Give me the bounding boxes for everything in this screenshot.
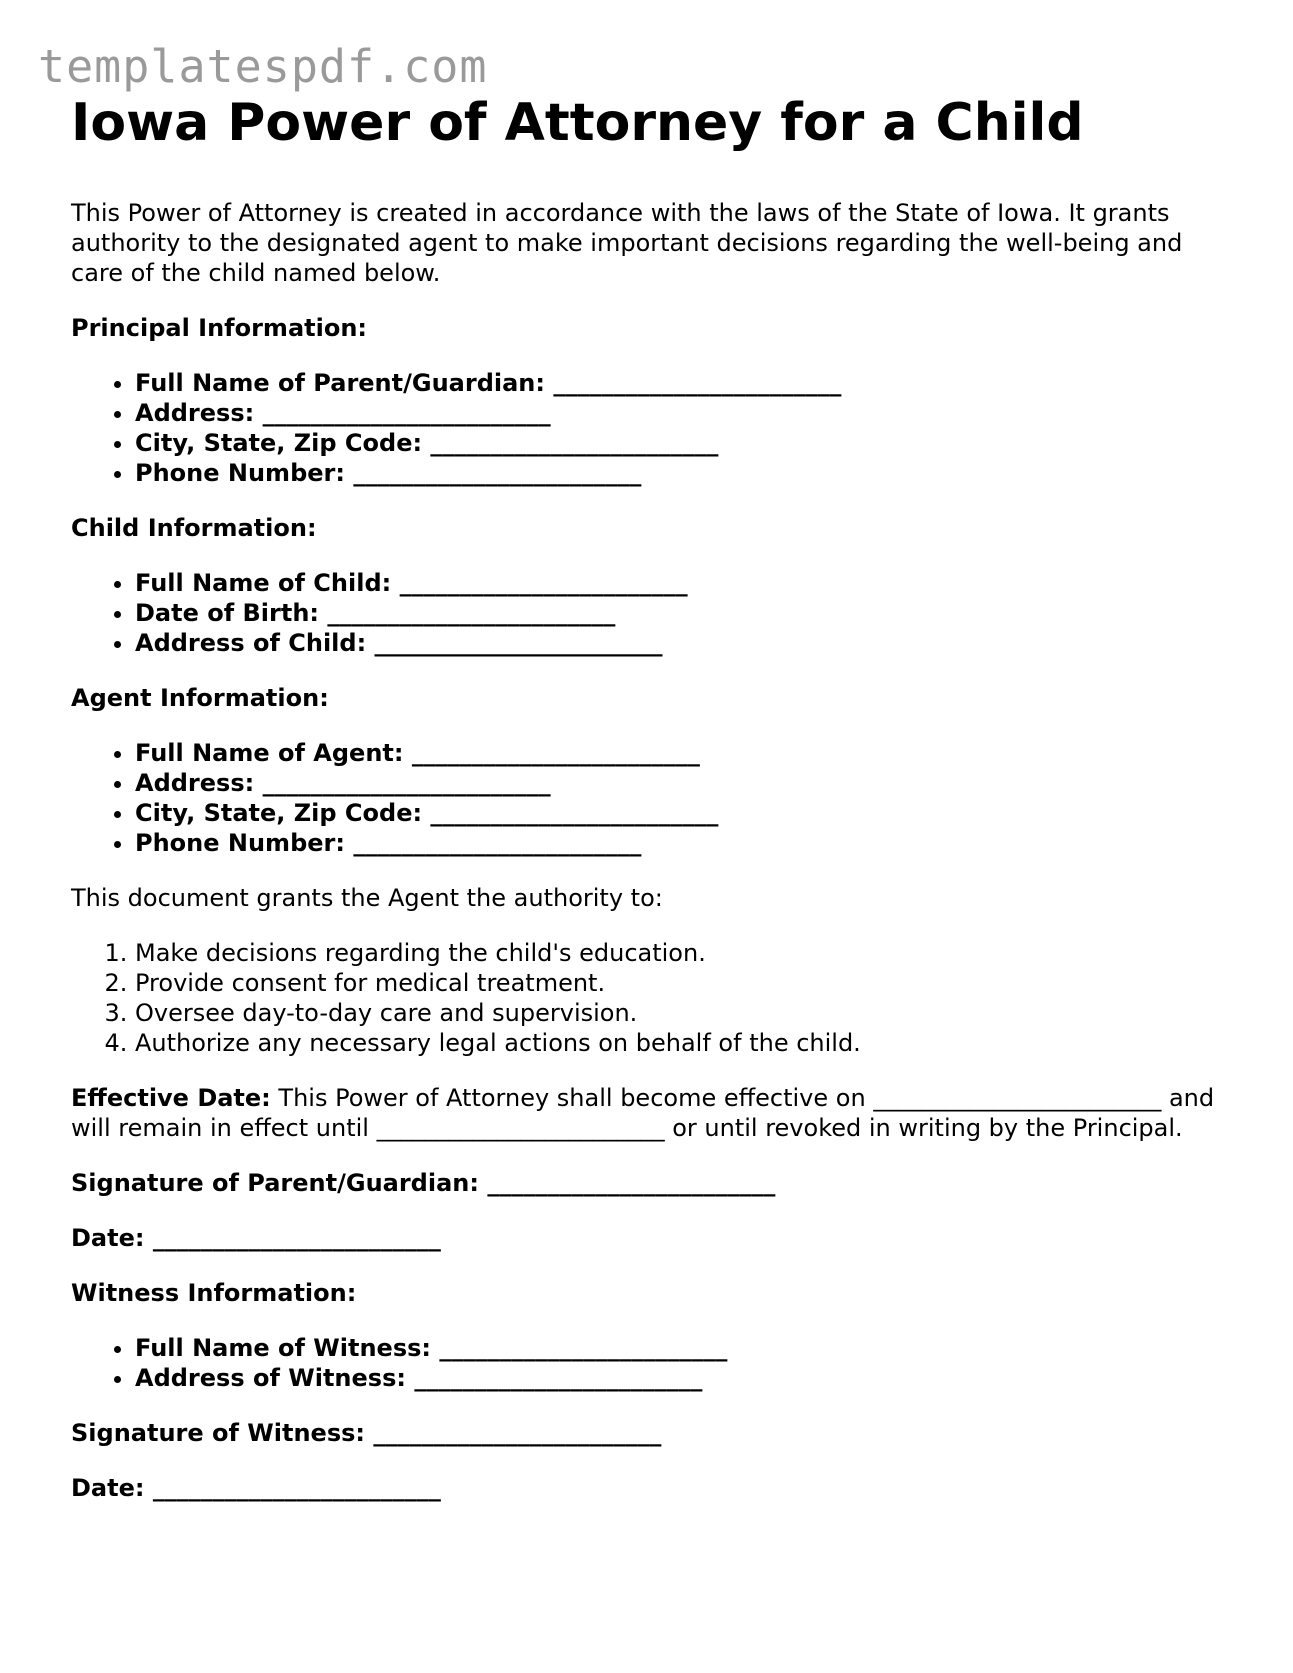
blank-line[interactable]: ________________________ — [262, 769, 551, 797]
blank-line[interactable]: ________________________ — [553, 369, 842, 397]
witness-date-line: Date: ________________________ — [71, 1474, 441, 1502]
field-agent-name: • Full Name of Agent: ________________________ — [135, 738, 1231, 768]
blank-line[interactable]: ________________________ — [376, 1114, 665, 1142]
authority-intro: This document grants the Agent the authority to: — [71, 884, 663, 912]
blank-line[interactable]: ________________________ — [373, 1419, 662, 1447]
blank-line[interactable]: ________________________ — [487, 1169, 776, 1197]
field-child-name: • Full Name of Child: ________________________ — [135, 568, 1231, 598]
page-title: Iowa Power of Attorney for a Child — [71, 93, 1084, 153]
parent-signature-line: Signature of Parent/Guardian: ________________________ — [71, 1169, 776, 1197]
field-parent-name: • Full Name of Parent/Guardian: ________________________ — [135, 368, 1231, 398]
witness-fields — [71, 1333, 1231, 1393]
principal-fields — [71, 368, 1231, 488]
authority-item: 4. Authorize any necessary legal actions on behalf of the child. — [135, 1028, 1231, 1058]
field-principal-city: • City, State, Zip Code: ________________________ — [135, 428, 1231, 458]
authority-item: 3. Oversee day-to-day care and supervision. — [135, 998, 1231, 1028]
effective-date-paragraph: Effective Date: This Power of Attorney shall become effective on ________________________ and will remain in effect until ________________________ or until revoked in writing by the Principal. — [71, 1084, 1215, 1142]
field-principal-address: • Address: ________________________ — [135, 398, 1231, 428]
blank-line[interactable]: ________________________ — [399, 569, 688, 597]
blank-line[interactable]: ________________________ — [353, 829, 642, 857]
field-child-dob: • Date of Birth: ________________________ — [135, 598, 1231, 628]
authority-item: 1. Make decisions regarding the child's education. — [135, 938, 1231, 968]
blank-line[interactable]: ________________________ — [262, 399, 551, 427]
blank-line[interactable]: ________________________ — [327, 599, 616, 627]
field-agent-address: • Address: ________________________ — [135, 768, 1231, 798]
document-page — [71, 88, 1231, 1503]
authority-list — [71, 938, 1231, 1058]
agent-fields — [71, 738, 1231, 858]
blank-line[interactable]: ________________________ — [430, 429, 719, 457]
blank-line[interactable]: ________________________ — [414, 1364, 703, 1392]
parent-date-line: Date: ________________________ — [71, 1224, 441, 1252]
blank-line[interactable]: ________________________ — [873, 1084, 1162, 1112]
field-principal-phone: • Phone Number: ________________________ — [135, 458, 1231, 488]
authority-item: 2. Provide consent for medical treatment. — [135, 968, 1231, 998]
blank-line[interactable]: ________________________ — [439, 1334, 728, 1362]
agent-heading: Agent Information: — [71, 684, 329, 712]
blank-line[interactable]: ________________________ — [374, 629, 663, 657]
child-fields — [71, 568, 1231, 658]
blank-line[interactable]: ________________________ — [152, 1474, 441, 1502]
blank-line[interactable]: ________________________ — [411, 739, 700, 767]
intro-paragraph: This Power of Attorney is created in accordance with the laws of the State of Iowa. It grants authority to the designated agent to make important decisions regarding the well-being and care of the child named below. — [71, 199, 1183, 287]
blank-line[interactable]: ________________________ — [353, 459, 642, 487]
principal-heading: Principal Information: — [71, 314, 368, 342]
watermark: templatespdf.com — [38, 40, 488, 93]
child-heading: Child Information: — [71, 514, 317, 542]
witness-signature-line: Signature of Witness: ________________________ — [71, 1419, 662, 1447]
field-agent-city: • City, State, Zip Code: ________________________ — [135, 798, 1231, 828]
blank-line[interactable]: ________________________ — [430, 799, 719, 827]
effective-date-label: Effective Date: — [71, 1084, 271, 1112]
blank-line[interactable]: ________________________ — [152, 1224, 441, 1252]
witness-heading: Witness Information: — [71, 1279, 357, 1307]
field-child-address: • Address of Child: ________________________ — [135, 628, 1231, 658]
field-witness-address: • Address of Witness: ________________________ — [135, 1363, 1231, 1393]
field-witness-name: • Full Name of Witness: ________________________ — [135, 1333, 1231, 1363]
field-agent-phone: • Phone Number: ________________________ — [135, 828, 1231, 858]
